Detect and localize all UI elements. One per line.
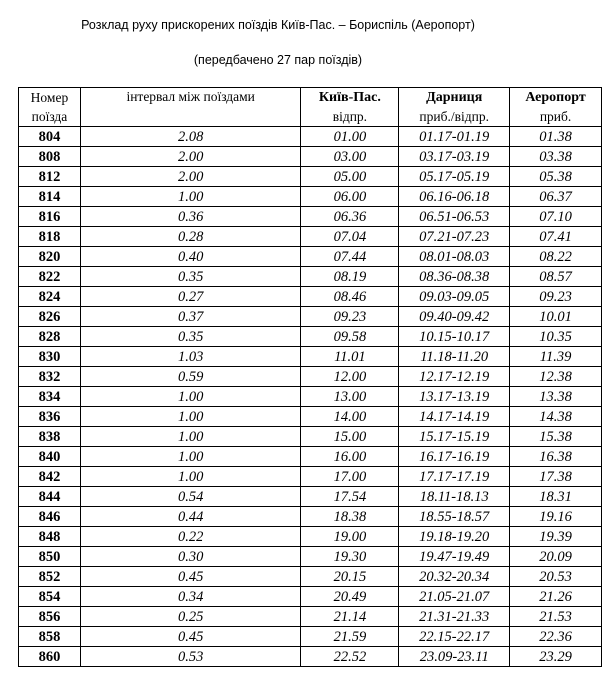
interval-cell: 0.44 [80, 507, 301, 527]
interval-cell: 0.30 [80, 547, 301, 567]
kyiv-departure: 15.00 [301, 427, 399, 447]
darnytsia-arr-dep: 01.17-01.19 [399, 127, 510, 147]
airport-arrival: 01.38 [510, 127, 602, 147]
darnytsia-arr-dep: 14.17-14.19 [399, 407, 510, 427]
table-row [19, 127, 602, 147]
airport-arrival: 22.36 [510, 627, 602, 647]
interval-cell: 0.35 [80, 327, 301, 347]
darnytsia-arr-dep: 03.17-03.19 [399, 147, 510, 167]
kyiv-departure: 01.00 [301, 127, 399, 147]
train-number: 814 [19, 187, 81, 207]
table-row [19, 327, 602, 347]
darnytsia-arr-dep: 19.18-19.20 [399, 527, 510, 547]
airport-arrival: 17.38 [510, 467, 602, 487]
interval-cell: 1.00 [80, 447, 301, 467]
interval-cell: 0.28 [80, 227, 301, 247]
interval-cell: 1.00 [80, 427, 301, 447]
darnytsia-arr-dep: 16.17-16.19 [399, 447, 510, 467]
interval-cell: 0.22 [80, 527, 301, 547]
table-row [19, 407, 602, 427]
train-number: 834 [19, 387, 81, 407]
table-row [19, 387, 602, 407]
table-row [19, 507, 602, 527]
header-darnytsia: Дарниця [399, 88, 510, 108]
interval-cell: 0.27 [80, 287, 301, 307]
train-number: 848 [19, 527, 81, 547]
train-number: 820 [19, 247, 81, 267]
header-interval: інтервал між поїздами [80, 88, 301, 127]
header-kyiv: Київ-Пас. [301, 88, 399, 108]
interval-cell: 1.00 [80, 387, 301, 407]
kyiv-departure: 16.00 [301, 447, 399, 467]
document-subtitle: (передбачено 27 пар поїздів) [193, 53, 363, 67]
train-number: 816 [19, 207, 81, 227]
header-airport: Аеропорт [510, 88, 602, 108]
interval-cell: 1.00 [80, 467, 301, 487]
kyiv-departure: 06.00 [301, 187, 399, 207]
subheader-airport: приб. [510, 107, 602, 127]
train-number: 822 [19, 267, 81, 287]
interval-cell: 0.54 [80, 487, 301, 507]
train-number: 830 [19, 347, 81, 367]
interval-cell: 0.53 [80, 647, 301, 667]
table-row [19, 347, 602, 367]
train-number: 858 [19, 627, 81, 647]
darnytsia-arr-dep: 20.32-20.34 [399, 567, 510, 587]
interval-cell: 2.00 [80, 147, 301, 167]
darnytsia-arr-dep: 10.15-10.17 [399, 327, 510, 347]
kyiv-departure: 11.01 [301, 347, 399, 367]
kyiv-departure: 08.19 [301, 267, 399, 287]
airport-arrival: 19.16 [510, 507, 602, 527]
kyiv-departure: 07.04 [301, 227, 399, 247]
airport-arrival: 03.38 [510, 147, 602, 167]
darnytsia-arr-dep: 09.40-09.42 [399, 307, 510, 327]
train-number: 852 [19, 567, 81, 587]
darnytsia-arr-dep: 17.17-17.19 [399, 467, 510, 487]
train-number: 860 [19, 647, 81, 667]
airport-arrival: 06.37 [510, 187, 602, 207]
airport-arrival: 11.39 [510, 347, 602, 367]
darnytsia-arr-dep: 12.17-12.19 [399, 367, 510, 387]
interval-cell: 1.00 [80, 407, 301, 427]
table-row [19, 607, 602, 627]
table-row [19, 207, 602, 227]
darnytsia-arr-dep: 05.17-05.19 [399, 167, 510, 187]
kyiv-departure: 09.58 [301, 327, 399, 347]
kyiv-departure: 07.44 [301, 247, 399, 267]
header-row [19, 88, 602, 108]
train-number: 824 [19, 287, 81, 307]
kyiv-departure: 12.00 [301, 367, 399, 387]
darnytsia-arr-dep: 08.01-08.03 [399, 247, 510, 267]
airport-arrival: 07.41 [510, 227, 602, 247]
airport-arrival: 13.38 [510, 387, 602, 407]
airport-arrival: 07.10 [510, 207, 602, 227]
airport-arrival: 10.01 [510, 307, 602, 327]
table-row [19, 167, 602, 187]
table-row [19, 427, 602, 447]
darnytsia-arr-dep: 23.09-23.11 [399, 647, 510, 667]
table-row [19, 247, 602, 267]
kyiv-departure: 06.36 [301, 207, 399, 227]
airport-arrival: 19.39 [510, 527, 602, 547]
train-number: 836 [19, 407, 81, 427]
table-row [19, 627, 602, 647]
train-number: 850 [19, 547, 81, 567]
subheader-kyiv: відпр. [301, 107, 399, 127]
darnytsia-arr-dep: 21.31-21.33 [399, 607, 510, 627]
kyiv-departure: 20.49 [301, 587, 399, 607]
darnytsia-arr-dep: 21.05-21.07 [399, 587, 510, 607]
airport-arrival: 20.09 [510, 547, 602, 567]
airport-arrival: 12.38 [510, 367, 602, 387]
interval-cell: 2.00 [80, 167, 301, 187]
train-number: 828 [19, 327, 81, 347]
airport-arrival: 23.29 [510, 647, 602, 667]
interval-cell: 0.36 [80, 207, 301, 227]
table-row [19, 367, 602, 387]
interval-cell: 0.59 [80, 367, 301, 387]
train-number: 856 [19, 607, 81, 627]
kyiv-departure: 19.30 [301, 547, 399, 567]
train-number: 840 [19, 447, 81, 467]
darnytsia-arr-dep: 06.51-06.53 [399, 207, 510, 227]
table-row [19, 467, 602, 487]
table-row [19, 527, 602, 547]
darnytsia-arr-dep: 13.17-13.19 [399, 387, 510, 407]
interval-cell: 1.03 [80, 347, 301, 367]
table-row [19, 487, 602, 507]
darnytsia-arr-dep: 18.55-18.57 [399, 507, 510, 527]
schedule-table [18, 87, 602, 667]
airport-arrival: 18.31 [510, 487, 602, 507]
kyiv-departure: 22.52 [301, 647, 399, 667]
airport-arrival: 20.53 [510, 567, 602, 587]
header-train-number: Номер [19, 88, 81, 108]
kyiv-departure: 21.14 [301, 607, 399, 627]
kyiv-departure: 05.00 [301, 167, 399, 187]
document-title: Розклад руху прискорених поїздів Київ-Пас. – Бориспіль (Аеропорт) [81, 18, 475, 32]
kyiv-departure: 17.54 [301, 487, 399, 507]
darnytsia-arr-dep: 07.21-07.23 [399, 227, 510, 247]
train-number: 846 [19, 507, 81, 527]
kyiv-departure: 09.23 [301, 307, 399, 327]
table-row [19, 647, 602, 667]
airport-arrival: 21.53 [510, 607, 602, 627]
train-number: 838 [19, 427, 81, 447]
kyiv-departure: 19.00 [301, 527, 399, 547]
table-row [19, 147, 602, 167]
table-row [19, 587, 602, 607]
train-number: 804 [19, 127, 81, 147]
train-number: 812 [19, 167, 81, 187]
airport-arrival: 10.35 [510, 327, 602, 347]
train-number: 854 [19, 587, 81, 607]
airport-arrival: 08.57 [510, 267, 602, 287]
table-row [19, 547, 602, 567]
darnytsia-arr-dep: 06.16-06.18 [399, 187, 510, 207]
header-train-label: поїзда [19, 107, 81, 127]
kyiv-departure: 08.46 [301, 287, 399, 307]
interval-cell: 1.00 [80, 187, 301, 207]
table-row [19, 267, 602, 287]
table-row [19, 567, 602, 587]
airport-arrival: 14.38 [510, 407, 602, 427]
darnytsia-arr-dep: 15.17-15.19 [399, 427, 510, 447]
darnytsia-arr-dep: 22.15-22.17 [399, 627, 510, 647]
darnytsia-arr-dep: 08.36-08.38 [399, 267, 510, 287]
airport-arrival: 15.38 [510, 427, 602, 447]
airport-arrival: 08.22 [510, 247, 602, 267]
train-number: 844 [19, 487, 81, 507]
kyiv-departure: 20.15 [301, 567, 399, 587]
kyiv-departure: 03.00 [301, 147, 399, 167]
airport-arrival: 16.38 [510, 447, 602, 467]
table-row [19, 187, 602, 207]
airport-arrival: 05.38 [510, 167, 602, 187]
airport-arrival: 21.26 [510, 587, 602, 607]
interval-cell: 0.40 [80, 247, 301, 267]
kyiv-departure: 14.00 [301, 407, 399, 427]
kyiv-departure: 18.38 [301, 507, 399, 527]
darnytsia-arr-dep: 09.03-09.05 [399, 287, 510, 307]
table-row [19, 227, 602, 247]
table-row [19, 287, 602, 307]
train-number: 832 [19, 367, 81, 387]
interval-cell: 0.25 [80, 607, 301, 627]
darnytsia-arr-dep: 19.47-19.49 [399, 547, 510, 567]
train-number: 842 [19, 467, 81, 487]
interval-cell: 0.35 [80, 267, 301, 287]
interval-cell: 0.45 [80, 567, 301, 587]
darnytsia-arr-dep: 11.18-11.20 [399, 347, 510, 367]
train-number: 826 [19, 307, 81, 327]
kyiv-departure: 21.59 [301, 627, 399, 647]
table-row [19, 307, 602, 327]
interval-cell: 0.37 [80, 307, 301, 327]
table-row [19, 447, 602, 467]
schedule-body [19, 88, 602, 667]
interval-cell: 0.34 [80, 587, 301, 607]
kyiv-departure: 13.00 [301, 387, 399, 407]
interval-cell: 2.08 [80, 127, 301, 147]
train-number: 818 [19, 227, 81, 247]
train-number: 808 [19, 147, 81, 167]
kyiv-departure: 17.00 [301, 467, 399, 487]
darnytsia-arr-dep: 18.11-18.13 [399, 487, 510, 507]
subheader-darnytsia: приб./відпр. [399, 107, 510, 127]
interval-cell: 0.45 [80, 627, 301, 647]
airport-arrival: 09.23 [510, 287, 602, 307]
